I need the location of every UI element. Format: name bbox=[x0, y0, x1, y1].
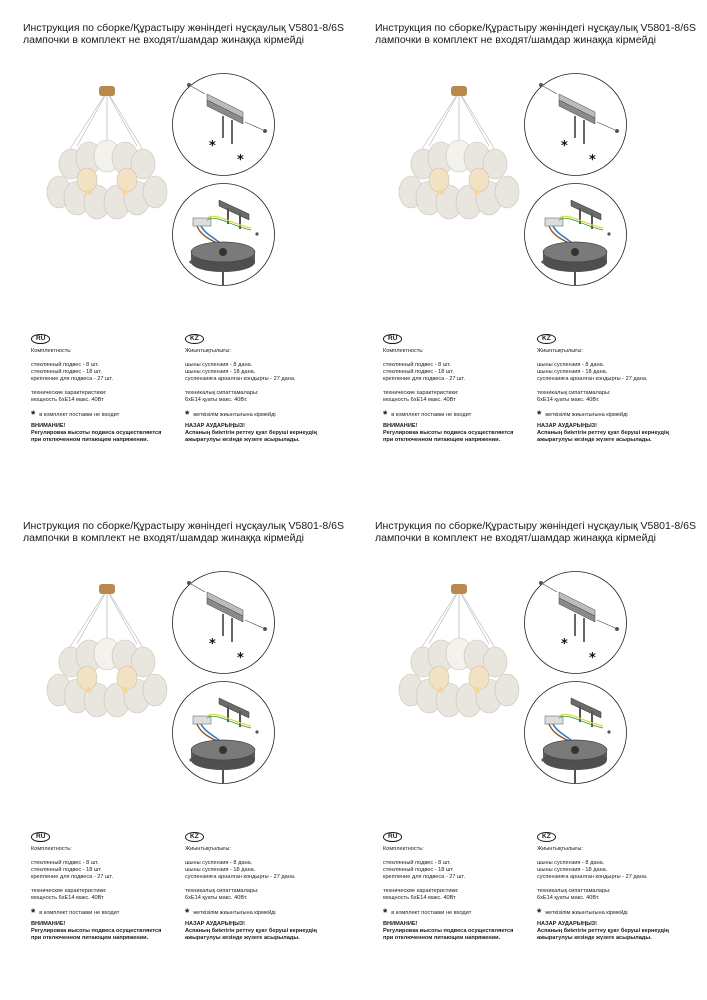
kz-warning-title: НАЗАР АУДАРЫҢЫЗ! bbox=[537, 921, 598, 927]
asterisk-icon: * bbox=[537, 907, 542, 919]
ru-spec-value: мощность 6хЕ14 макс. 40Вт bbox=[31, 895, 104, 901]
ru-badge: RU bbox=[31, 334, 50, 344]
instruction-sheet bbox=[375, 22, 705, 502]
ru-heading: Комплектность: bbox=[383, 348, 424, 354]
ru-spec-value: мощность 6хЕ14 макс. 40Вт bbox=[31, 397, 104, 403]
instruction-title bbox=[375, 22, 696, 46]
instruction-title bbox=[375, 520, 696, 544]
kz-item: суспензияға арналған кондырғы - 27 дана. bbox=[185, 376, 296, 382]
asterisk-icon: * bbox=[185, 409, 190, 421]
kz-spec-heading: техникалық сипаттамалары: bbox=[537, 390, 611, 396]
ru-badge: RU bbox=[383, 832, 402, 842]
kz-warning-text: ажыратулуы кезінде жүзеге асырылады. bbox=[537, 437, 652, 443]
ru-warning-text: при отключенном питающем напряжении. bbox=[383, 935, 501, 941]
title-line-2: лампочки в комплект не входят/шамдар жинаққа кірмейді bbox=[375, 34, 656, 46]
kz-warning-text: Аспаның биіктігін реттеу қуат беруші кернеудің bbox=[537, 430, 669, 436]
ru-badge: RU bbox=[383, 334, 402, 344]
kz-badge: KZ bbox=[185, 832, 204, 842]
not-included-mark: * bbox=[209, 139, 216, 154]
kz-item: шыны суспензия - 18 дана. bbox=[537, 867, 608, 873]
kz-item: шыны суспензия - 8 дана. bbox=[185, 362, 253, 368]
ru-spec-value: мощность 6хЕ14 макс. 40Вт bbox=[383, 397, 456, 403]
kz-note-text: жеткізілім жиынтығына кірмейді bbox=[193, 411, 276, 418]
kz-warning-text: ажыратулуы кезінде жүзеге асырылады. bbox=[537, 935, 652, 941]
kz-badge: KZ bbox=[185, 334, 204, 344]
wiring-diagram bbox=[523, 680, 628, 785]
ceiling-cup bbox=[99, 584, 115, 594]
ru-warning-text: Регулировка высоты подвеса осуществляется bbox=[31, 928, 162, 934]
ru-item: крепление для подвеса - 27 шт. bbox=[31, 874, 114, 880]
kz-warning-text: Аспаның биіктігін реттеу қуат беруші кернеудің bbox=[537, 928, 669, 934]
not-included-mark: * bbox=[561, 139, 568, 154]
title-line-2: лампочки в комплект не входят/шамдар жинаққа кірмейді bbox=[23, 34, 304, 46]
ru-section bbox=[31, 334, 181, 444]
chandelier-illustration bbox=[41, 84, 171, 254]
kz-heading: Жиынтықтылығы: bbox=[537, 348, 583, 354]
kz-warning-text: ажыратулуы кезінде жүзеге асырылады. bbox=[185, 935, 300, 941]
mounting-bracket-diagram bbox=[523, 570, 628, 675]
ru-item: стеклянный подвес - 18 шт. bbox=[383, 369, 454, 375]
ru-warning-text: Регулировка высоты подвеса осуществляется bbox=[383, 430, 514, 436]
ru-warning-text: при отключенном питающем напряжении. bbox=[383, 437, 501, 443]
ru-item: стеклянный подвес - 18 шт. bbox=[31, 369, 102, 375]
ru-warning-title: ВНИМАНИЕ! bbox=[383, 423, 418, 429]
ceiling-cup bbox=[451, 86, 467, 96]
kz-warning-text: ажыратулуы кезінде жүзеге асырылады. bbox=[185, 437, 300, 443]
wiring-diagram bbox=[523, 182, 628, 287]
ru-warning-text: при отключенном питающем напряжении. bbox=[31, 437, 149, 443]
instruction-sheet bbox=[23, 22, 353, 502]
kz-section bbox=[537, 832, 687, 942]
kz-note-text: жеткізілім жиынтығына кірмейді bbox=[545, 909, 628, 916]
ru-warning-title: ВНИМАНИЕ! bbox=[383, 921, 418, 927]
ru-note bbox=[31, 909, 181, 917]
asterisk-icon: * bbox=[185, 907, 190, 919]
mounting-bracket-diagram bbox=[171, 72, 276, 177]
not-included-mark: * bbox=[561, 637, 568, 652]
kz-section bbox=[537, 334, 687, 444]
ru-spec-heading: технические характеристики: bbox=[31, 390, 107, 396]
ru-note-text: в комплект поставки не входит bbox=[39, 909, 120, 916]
not-included-mark: * bbox=[237, 651, 244, 666]
asterisk-icon: * bbox=[383, 907, 388, 919]
ru-warning-title: ВНИМАНИЕ! bbox=[31, 423, 66, 429]
title-line-2: лампочки в комплект не входят/шамдар жинаққа кірмейді bbox=[375, 532, 656, 544]
title-line-2: лампочки в комплект не входят/шамдар жинаққа кірмейді bbox=[23, 532, 304, 544]
kz-spec-heading: техникалық сипаттамалары: bbox=[537, 888, 611, 894]
kz-item: шыны суспензия - 8 дана. bbox=[537, 362, 605, 368]
wiring-diagram bbox=[171, 182, 276, 287]
instruction-sheet bbox=[23, 520, 353, 1000]
instruction-sheet bbox=[375, 520, 705, 1000]
asterisk-icon: * bbox=[383, 409, 388, 421]
ru-item: стеклянный подвес - 8 шт. bbox=[383, 860, 451, 866]
ru-heading: Комплектность: bbox=[31, 348, 72, 354]
kz-heading: Жиынтықтылығы: bbox=[537, 846, 583, 852]
ru-note-text: в комплект поставки не входит bbox=[391, 909, 472, 916]
ru-spec-value: мощность 6хЕ14 макс. 40Вт bbox=[383, 895, 456, 901]
ru-spec-heading: технические характеристики: bbox=[31, 888, 107, 894]
ceiling-cup bbox=[451, 584, 467, 594]
ru-item: крепление для подвеса - 27 шт. bbox=[31, 376, 114, 382]
ru-section bbox=[383, 334, 533, 444]
instruction-title bbox=[23, 22, 344, 46]
kz-item: суспензияға арналған кондырғы - 27 дана. bbox=[537, 376, 648, 382]
kz-warning-title: НАЗАР АУДАРЫҢЫЗ! bbox=[185, 921, 246, 927]
kz-item: шыны суспензия - 8 дана. bbox=[537, 860, 605, 866]
kz-item: шыны суспензия - 18 дана. bbox=[185, 369, 256, 375]
asterisk-icon: * bbox=[537, 409, 542, 421]
kz-warning-text: Аспаның биіктігін реттеу қуат беруші кернеудің bbox=[185, 928, 317, 934]
not-included-mark: * bbox=[209, 637, 216, 652]
ru-item: стеклянный подвес - 8 шт. bbox=[31, 860, 99, 866]
instruction-title bbox=[23, 520, 344, 544]
kz-note bbox=[537, 411, 687, 419]
ru-item: крепление для подвеса - 27 шт. bbox=[383, 376, 466, 382]
ru-warning-text: Регулировка высоты подвеса осуществляется bbox=[31, 430, 162, 436]
kz-warning-text: Аспаның биіктігін реттеу қуат беруші кернеудің bbox=[185, 430, 317, 436]
not-included-mark: * bbox=[589, 651, 596, 666]
kz-note bbox=[185, 909, 335, 917]
title-line-1: Инструкция по сборке/Құрастыру жөніндегі нұсқаулық V5801-8/6S bbox=[375, 520, 696, 532]
kz-note-text: жеткізілім жиынтығына кірмейді bbox=[545, 411, 628, 418]
kz-section bbox=[185, 334, 335, 444]
mounting-bracket-diagram bbox=[171, 570, 276, 675]
ru-item: стеклянный подвес - 18 шт. bbox=[383, 867, 454, 873]
ru-section bbox=[383, 832, 533, 942]
ru-note-text: в комплект поставки не входит bbox=[39, 411, 120, 418]
chandelier-illustration bbox=[393, 84, 523, 254]
ceiling-cup bbox=[99, 86, 115, 96]
kz-note bbox=[185, 411, 335, 419]
kz-spec-value: 6хЕ14 қуаты макс. 40Вт. bbox=[537, 895, 600, 901]
ru-item: стеклянный подвес - 18 шт. bbox=[31, 867, 102, 873]
chandelier-illustration bbox=[41, 582, 171, 752]
kz-heading: Жиынтықтылығы: bbox=[185, 348, 231, 354]
ru-spec-heading: технические характеристики: bbox=[383, 390, 459, 396]
ru-note-text: в комплект поставки не входит bbox=[391, 411, 472, 418]
kz-spec-value: 6хЕ14 қуаты макс. 40Вт. bbox=[185, 397, 248, 403]
kz-warning-title: НАЗАР АУДАРЫҢЫЗ! bbox=[185, 423, 246, 429]
ru-heading: Комплектность: bbox=[383, 846, 424, 852]
asterisk-icon: * bbox=[31, 409, 36, 421]
kz-item: шыны суспензия - 18 дана. bbox=[537, 369, 608, 375]
title-line-1: Инструкция по сборке/Құрастыру жөніндегі нұсқаулық V5801-8/6S bbox=[375, 22, 696, 34]
ru-note bbox=[383, 909, 533, 917]
kz-spec-value: 6хЕ14 қуаты макс. 40Вт. bbox=[185, 895, 248, 901]
kz-note-text: жеткізілім жиынтығына кірмейді bbox=[193, 909, 276, 916]
chandelier-illustration bbox=[393, 582, 523, 752]
wiring-diagram bbox=[171, 680, 276, 785]
kz-spec-heading: техникалық сипаттамалары: bbox=[185, 888, 259, 894]
kz-item: шыны суспензия - 8 дана. bbox=[185, 860, 253, 866]
ru-item: крепление для подвеса - 27 шт. bbox=[383, 874, 466, 880]
ru-item: стеклянный подвес - 8 шт. bbox=[31, 362, 99, 368]
kz-item: суспензияға арналған кондырғы - 27 дана. bbox=[537, 874, 648, 880]
asterisk-icon: * bbox=[31, 907, 36, 919]
ru-note bbox=[31, 411, 181, 419]
kz-item: шыны суспензия - 18 дана. bbox=[185, 867, 256, 873]
ru-badge: RU bbox=[31, 832, 50, 842]
ru-warning-text: при отключенном питающем напряжении. bbox=[31, 935, 149, 941]
kz-badge: KZ bbox=[537, 832, 556, 842]
ru-heading: Комплектность: bbox=[31, 846, 72, 852]
title-line-1: Инструкция по сборке/Құрастыру жөніндегі нұсқаулық V5801-8/6S bbox=[23, 22, 344, 34]
ru-warning-title: ВНИМАНИЕ! bbox=[31, 921, 66, 927]
ru-spec-heading: технические характеристики: bbox=[383, 888, 459, 894]
kz-heading: Жиынтықтылығы: bbox=[185, 846, 231, 852]
not-included-mark: * bbox=[589, 153, 596, 168]
ru-section bbox=[31, 832, 181, 942]
kz-spec-heading: техникалық сипаттамалары: bbox=[185, 390, 259, 396]
mounting-bracket-diagram bbox=[523, 72, 628, 177]
kz-warning-title: НАЗАР АУДАРЫҢЫЗ! bbox=[537, 423, 598, 429]
kz-section bbox=[185, 832, 335, 942]
ru-note bbox=[383, 411, 533, 419]
not-included-mark: * bbox=[237, 153, 244, 168]
title-line-1: Инструкция по сборке/Құрастыру жөніндегі нұсқаулық V5801-8/6S bbox=[23, 520, 344, 532]
ru-warning-text: Регулировка высоты подвеса осуществляется bbox=[383, 928, 514, 934]
ru-item: стеклянный подвес - 8 шт. bbox=[383, 362, 451, 368]
kz-note bbox=[537, 909, 687, 917]
kz-badge: KZ bbox=[537, 334, 556, 344]
kz-item: суспензияға арналған кондырғы - 27 дана. bbox=[185, 874, 296, 880]
kz-spec-value: 6хЕ14 қуаты макс. 40Вт. bbox=[537, 397, 600, 403]
